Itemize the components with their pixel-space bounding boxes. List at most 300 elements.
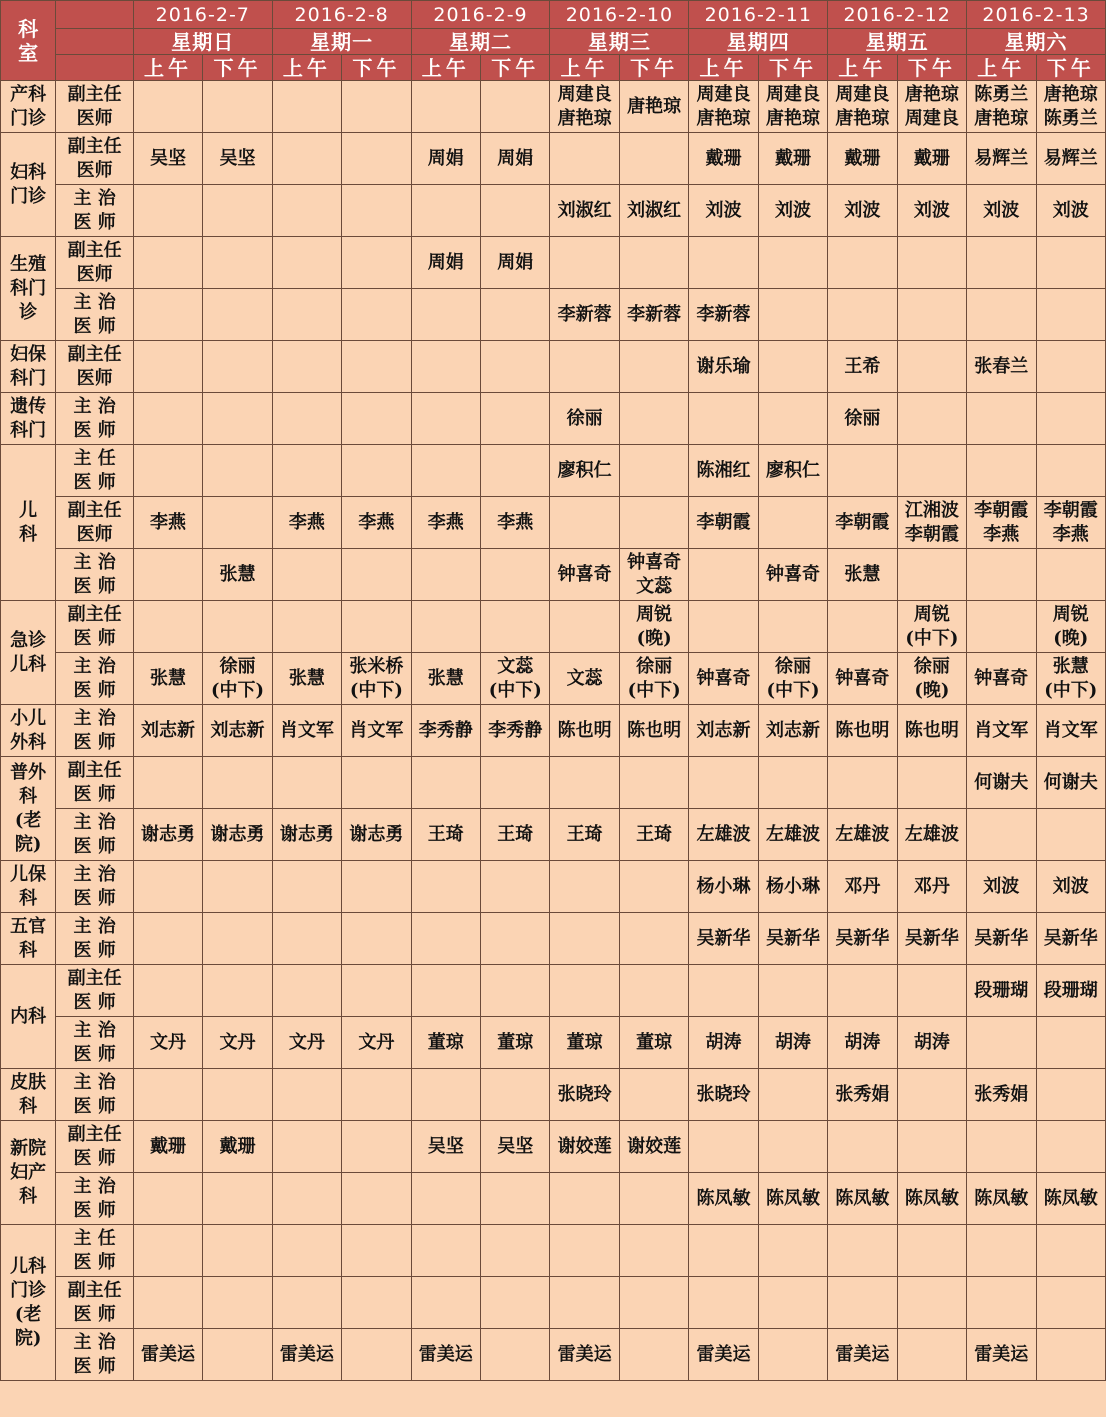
doctor-cell: 徐丽 (中下) <box>203 653 272 705</box>
doctor-cell <box>272 393 341 445</box>
table-row <box>1 237 1106 289</box>
doctor-cell <box>967 445 1036 497</box>
doctor-cell <box>758 1225 827 1277</box>
doctor-cell: 李新蓉 <box>550 289 619 341</box>
doctor-cell <box>828 1121 897 1173</box>
doctor-cell: 周娟 <box>481 133 550 185</box>
doctor-cell: 张春兰 <box>967 341 1036 393</box>
doctor-cell <box>758 757 827 809</box>
doctor-cell: 周锐 (晚) <box>1036 601 1105 653</box>
doctor-cell <box>550 1277 619 1329</box>
date-header: 2016-2-12 <box>828 1 967 29</box>
doctor-cell: 唐艳琼 <box>619 81 688 133</box>
doctor-cell <box>1036 237 1105 289</box>
doctor-cell: 左雄波 <box>828 809 897 861</box>
doctor-cell: 雷美运 <box>967 1329 1036 1381</box>
doctor-cell <box>272 1069 341 1121</box>
doctor-cell <box>1036 1069 1105 1121</box>
doctor-cell <box>1036 1017 1105 1069</box>
doctor-cell <box>619 237 688 289</box>
doctor-cell: 李朝霞 <box>828 497 897 549</box>
doctor-cell <box>411 549 480 601</box>
doctor-cell: 雷美运 <box>272 1329 341 1381</box>
table-row <box>1 445 1106 497</box>
doctor-cell: 刘淑红 <box>619 185 688 237</box>
doctor-cell: 王琦 <box>411 809 480 861</box>
doctor-cell <box>758 393 827 445</box>
doctor-cell: 陈凤敏 <box>1036 1173 1105 1225</box>
rank-header-blank <box>56 1 133 29</box>
schedule-header <box>1 1 1106 81</box>
doctor-cell <box>411 289 480 341</box>
doctor-cell: 徐丽 <box>550 393 619 445</box>
doctor-cell <box>897 1277 966 1329</box>
rank-cell: 主 治 医 师 <box>56 861 133 913</box>
doctor-cell: 陈凤敏 <box>897 1173 966 1225</box>
doctor-cell <box>272 81 341 133</box>
doctor-cell <box>481 185 550 237</box>
doctor-cell <box>828 965 897 1017</box>
doctor-cell: 刘波 <box>689 185 758 237</box>
doctor-cell: 吴坚 <box>203 133 272 185</box>
doctor-cell: 王琦 <box>619 809 688 861</box>
doctor-cell <box>411 861 480 913</box>
doctor-cell <box>133 1069 202 1121</box>
doctor-cell <box>133 1173 202 1225</box>
morning-header: 上午 <box>550 55 619 81</box>
doctor-cell: 周建良 唐艳琼 <box>758 81 827 133</box>
doctor-cell <box>342 861 411 913</box>
doctor-cell: 王希 <box>828 341 897 393</box>
rank-cell: 副主任 医师 <box>56 497 133 549</box>
doctor-cell <box>203 341 272 393</box>
doctor-cell <box>342 393 411 445</box>
doctor-cell: 邓丹 <box>828 861 897 913</box>
doctor-cell <box>967 601 1036 653</box>
rank-cell: 主 治 医 师 <box>56 185 133 237</box>
weekday-header: 星期六 <box>967 29 1106 55</box>
table-row <box>1 497 1106 549</box>
doctor-cell <box>481 1173 550 1225</box>
doctor-cell: 周娟 <box>481 237 550 289</box>
table-row <box>1 601 1106 653</box>
doctor-cell <box>133 445 202 497</box>
date-header: 2016-2-10 <box>550 1 689 29</box>
doctor-cell <box>689 1121 758 1173</box>
doctor-cell <box>272 133 341 185</box>
doctor-cell: 徐丽 <box>828 393 897 445</box>
doctor-cell <box>619 861 688 913</box>
doctor-cell <box>342 237 411 289</box>
rank-cell: 主 治 医 师 <box>56 289 133 341</box>
department-cell: 生殖 科门 诊 <box>1 237 56 341</box>
department-cell: 儿保 科 <box>1 861 56 913</box>
doctor-cell: 文丹 <box>203 1017 272 1069</box>
doctor-cell <box>481 289 550 341</box>
rank-cell: 副主任 医 师 <box>56 757 133 809</box>
department-cell: 产科 门诊 <box>1 81 56 133</box>
doctor-cell <box>897 341 966 393</box>
doctor-cell <box>481 965 550 1017</box>
table-row <box>1 1329 1106 1381</box>
doctor-cell: 张慧 <box>411 653 480 705</box>
doctor-cell <box>481 393 550 445</box>
doctor-cell: 文丹 <box>272 1017 341 1069</box>
doctor-cell: 陈凤敏 <box>689 1173 758 1225</box>
doctor-cell <box>619 1329 688 1381</box>
doctor-cell <box>411 601 480 653</box>
doctor-cell <box>967 549 1036 601</box>
doctor-cell <box>133 81 202 133</box>
doctor-cell: 钟喜奇 <box>967 653 1036 705</box>
doctor-cell: 钟喜奇 <box>689 653 758 705</box>
doctor-cell: 李燕 <box>272 497 341 549</box>
doctor-cell <box>272 237 341 289</box>
doctor-cell: 刘波 <box>1036 185 1105 237</box>
doctor-cell <box>1036 549 1105 601</box>
doctor-cell <box>342 1173 411 1225</box>
doctor-cell <box>689 601 758 653</box>
date-header: 2016-2-11 <box>689 1 828 29</box>
doctor-cell <box>411 1173 480 1225</box>
doctor-cell <box>481 861 550 913</box>
dept-column-header: 科 室 <box>1 1 56 81</box>
doctor-cell <box>481 1069 550 1121</box>
doctor-cell: 陈也明 <box>828 705 897 757</box>
doctor-cell <box>342 757 411 809</box>
doctor-cell <box>342 445 411 497</box>
doctor-cell: 周建良 唐艳琼 <box>828 81 897 133</box>
doctor-cell <box>550 1225 619 1277</box>
doctor-cell <box>1036 1329 1105 1381</box>
doctor-cell: 何谢夫 <box>967 757 1036 809</box>
doctor-cell: 何谢夫 <box>1036 757 1105 809</box>
date-header: 2016-2-8 <box>272 1 411 29</box>
doctor-cell <box>272 601 341 653</box>
doctor-cell: 陈凤敏 <box>758 1173 827 1225</box>
doctor-cell: 刘淑红 <box>550 185 619 237</box>
doctor-cell <box>342 1225 411 1277</box>
doctor-cell: 张慧 <box>133 653 202 705</box>
doctor-cell <box>689 965 758 1017</box>
doctor-cell: 吴新华 <box>967 913 1036 965</box>
doctor-cell <box>550 861 619 913</box>
doctor-cell: 周娟 <box>411 133 480 185</box>
doctor-cell <box>897 445 966 497</box>
doctor-cell <box>133 237 202 289</box>
doctor-cell: 刘波 <box>758 185 827 237</box>
doctor-cell: 刘波 <box>828 185 897 237</box>
doctor-cell: 戴珊 <box>203 1121 272 1173</box>
doctor-cell <box>272 965 341 1017</box>
doctor-cell <box>133 1225 202 1277</box>
doctor-cell <box>411 81 480 133</box>
doctor-cell <box>133 757 202 809</box>
doctor-cell: 雷美运 <box>133 1329 202 1381</box>
doctor-cell: 刘波 <box>967 861 1036 913</box>
morning-header: 上午 <box>828 55 897 81</box>
doctor-cell <box>133 1277 202 1329</box>
rank-cell: 副主任 医师 <box>56 341 133 393</box>
department-cell: 小儿 外科 <box>1 705 56 757</box>
doctor-cell: 唐艳琼 周建良 <box>897 81 966 133</box>
afternoon-header: 下午 <box>1036 55 1105 81</box>
doctor-cell <box>967 237 1036 289</box>
doctor-cell: 张慧 <box>828 549 897 601</box>
rank-cell: 副主任 医师 <box>56 133 133 185</box>
doctor-cell: 吴新华 <box>689 913 758 965</box>
doctor-cell: 刘志新 <box>689 705 758 757</box>
doctor-cell <box>272 341 341 393</box>
doctor-cell <box>203 289 272 341</box>
doctor-cell <box>481 445 550 497</box>
doctor-cell <box>1036 445 1105 497</box>
table-row <box>1 341 1106 393</box>
morning-header: 上午 <box>689 55 758 81</box>
doctor-cell: 雷美运 <box>411 1329 480 1381</box>
doctor-cell <box>272 549 341 601</box>
doctor-cell <box>133 601 202 653</box>
doctor-cell <box>897 1121 966 1173</box>
rank-cell: 主 治 医 师 <box>56 1173 133 1225</box>
doctor-cell <box>342 185 411 237</box>
doctor-cell: 李朝霞 李燕 <box>967 497 1036 549</box>
doctor-cell <box>619 1277 688 1329</box>
doctor-cell <box>550 133 619 185</box>
doctor-cell <box>897 549 966 601</box>
doctor-cell <box>897 757 966 809</box>
doctor-cell <box>828 1277 897 1329</box>
doctor-cell: 吴坚 <box>481 1121 550 1173</box>
date-header: 2016-2-13 <box>967 1 1106 29</box>
doctor-cell <box>411 1069 480 1121</box>
doctor-cell: 董琼 <box>550 1017 619 1069</box>
doctor-cell <box>203 1277 272 1329</box>
table-row <box>1 653 1106 705</box>
department-cell: 普外 科 (老 院) <box>1 757 56 861</box>
doctor-cell <box>342 965 411 1017</box>
doctor-cell <box>1036 1277 1105 1329</box>
doctor-cell <box>481 1225 550 1277</box>
rank-cell: 主 治 医 师 <box>56 913 133 965</box>
doctor-cell: 徐丽 (晚) <box>897 653 966 705</box>
rank-cell: 主 任 医 师 <box>56 1225 133 1277</box>
doctor-cell: 张慧 <box>272 653 341 705</box>
doctor-cell: 段珊瑚 <box>967 965 1036 1017</box>
doctor-cell <box>619 757 688 809</box>
doctor-cell: 周娟 <box>411 237 480 289</box>
doctor-cell <box>342 1277 411 1329</box>
doctor-cell <box>411 185 480 237</box>
morning-header: 上午 <box>272 55 341 81</box>
doctor-cell: 雷美运 <box>828 1329 897 1381</box>
doctor-cell <box>481 341 550 393</box>
morning-header: 上午 <box>411 55 480 81</box>
doctor-cell <box>689 757 758 809</box>
afternoon-header: 下午 <box>342 55 411 81</box>
doctor-cell <box>203 445 272 497</box>
doctor-cell: 张秀娟 <box>828 1069 897 1121</box>
doctor-cell <box>203 497 272 549</box>
doctor-cell <box>342 913 411 965</box>
doctor-cell: 董琼 <box>619 1017 688 1069</box>
doctor-cell: 李朝霞 <box>689 497 758 549</box>
doctor-cell <box>133 289 202 341</box>
table-row <box>1 1069 1106 1121</box>
doctor-cell <box>897 237 966 289</box>
table-row <box>1 289 1106 341</box>
morning-header: 上午 <box>967 55 1036 81</box>
doctor-cell <box>550 237 619 289</box>
doctor-cell: 周建良 唐艳琼 <box>689 81 758 133</box>
doctor-cell: 徐丽 (中下) <box>758 653 827 705</box>
doctor-cell: 肖文军 <box>1036 705 1105 757</box>
rank-cell: 主 治 医 师 <box>56 653 133 705</box>
table-row <box>1 549 1106 601</box>
doctor-cell: 廖积仁 <box>758 445 827 497</box>
department-cell: 遗传 科门 <box>1 393 56 445</box>
doctor-cell <box>828 237 897 289</box>
doctor-cell: 谢乐瑜 <box>689 341 758 393</box>
doctor-cell <box>411 445 480 497</box>
doctor-cell <box>272 757 341 809</box>
weekday-header: 星期五 <box>828 29 967 55</box>
afternoon-header: 下午 <box>481 55 550 81</box>
afternoon-header: 下午 <box>619 55 688 81</box>
doctor-cell <box>758 237 827 289</box>
doctor-cell: 李新蓉 <box>689 289 758 341</box>
table-row <box>1 705 1106 757</box>
doctor-cell: 李秀静 <box>411 705 480 757</box>
doctor-cell <box>272 185 341 237</box>
afternoon-header: 下午 <box>203 55 272 81</box>
doctor-cell: 李秀静 <box>481 705 550 757</box>
doctor-cell <box>411 1277 480 1329</box>
table-row <box>1 1277 1106 1329</box>
doctor-cell: 刘志新 <box>758 705 827 757</box>
date-header: 2016-2-9 <box>411 1 550 29</box>
doctor-cell <box>967 393 1036 445</box>
doctor-cell: 李新蓉 <box>619 289 688 341</box>
doctor-cell <box>411 913 480 965</box>
doctor-cell <box>619 445 688 497</box>
doctor-cell <box>272 1225 341 1277</box>
doctor-cell <box>897 1329 966 1381</box>
doctor-cell: 肖文军 <box>967 705 1036 757</box>
doctor-cell <box>133 393 202 445</box>
doctor-cell: 吴坚 <box>411 1121 480 1173</box>
doctor-cell <box>550 913 619 965</box>
doctor-cell <box>133 341 202 393</box>
doctor-cell: 陈凤敏 <box>828 1173 897 1225</box>
doctor-cell <box>967 1225 1036 1277</box>
department-cell: 皮肤 科 <box>1 1069 56 1121</box>
date-header: 2016-2-7 <box>133 1 272 29</box>
doctor-cell: 陈勇兰 唐艳琼 <box>967 81 1036 133</box>
doctor-cell: 戴珊 <box>828 133 897 185</box>
rank-cell: 主 治 医 师 <box>56 549 133 601</box>
doctor-cell <box>758 1329 827 1381</box>
doctor-cell <box>203 757 272 809</box>
doctor-cell: 戴珊 <box>758 133 827 185</box>
doctor-cell: 李燕 <box>481 497 550 549</box>
doctor-cell: 胡涛 <box>689 1017 758 1069</box>
doctor-cell: 刘波 <box>897 185 966 237</box>
doctor-cell <box>758 1277 827 1329</box>
doctor-cell <box>203 601 272 653</box>
doctor-cell: 张米桥 (中下) <box>342 653 411 705</box>
doctor-cell <box>619 965 688 1017</box>
doctor-cell: 易辉兰 <box>967 133 1036 185</box>
table-row <box>1 965 1106 1017</box>
doctor-cell <box>619 133 688 185</box>
doctor-cell <box>550 757 619 809</box>
rank-cell: 副主任 医师 <box>56 81 133 133</box>
doctor-cell: 吴新华 <box>897 913 966 965</box>
doctor-cell <box>411 341 480 393</box>
doctor-cell: 钟喜奇 文蕊 <box>619 549 688 601</box>
doctor-cell: 张晓玲 <box>689 1069 758 1121</box>
doctor-cell <box>619 1173 688 1225</box>
doctor-cell <box>550 1173 619 1225</box>
rank-cell: 副主任 医 师 <box>56 1277 133 1329</box>
doctor-cell: 钟喜奇 <box>758 549 827 601</box>
doctor-cell: 吴新华 <box>758 913 827 965</box>
doctor-cell <box>828 757 897 809</box>
doctor-cell: 刘志新 <box>133 705 202 757</box>
doctor-cell <box>828 1225 897 1277</box>
doctor-cell <box>342 549 411 601</box>
rank-header-blank <box>56 29 133 55</box>
doctor-cell <box>967 1017 1036 1069</box>
doctor-cell: 陈也明 <box>897 705 966 757</box>
doctor-cell: 张慧 (中下) <box>1036 653 1105 705</box>
table-row <box>1 185 1106 237</box>
doctor-cell <box>481 913 550 965</box>
doctor-cell <box>967 1277 1036 1329</box>
doctor-cell <box>828 601 897 653</box>
rank-cell: 主 治 医 师 <box>56 1329 133 1381</box>
doctor-cell <box>619 393 688 445</box>
doctor-cell <box>550 601 619 653</box>
doctor-cell <box>897 1069 966 1121</box>
doctor-cell <box>758 1121 827 1173</box>
doctor-cell <box>619 497 688 549</box>
doctor-cell <box>619 1069 688 1121</box>
doctor-cell <box>411 1225 480 1277</box>
afternoon-header: 下午 <box>897 55 966 81</box>
rank-cell: 主 治 医 师 <box>56 393 133 445</box>
doctor-cell: 廖积仁 <box>550 445 619 497</box>
doctor-cell: 肖文军 <box>272 705 341 757</box>
table-row <box>1 393 1106 445</box>
doctor-cell: 张秀娟 <box>967 1069 1036 1121</box>
table-row <box>1 1173 1106 1225</box>
doctor-cell <box>203 861 272 913</box>
doctor-cell <box>342 341 411 393</box>
doctor-cell <box>342 133 411 185</box>
doctor-cell: 段珊瑚 <box>1036 965 1105 1017</box>
doctor-cell: 雷美运 <box>550 1329 619 1381</box>
doctor-cell: 文蕊 (中下) <box>481 653 550 705</box>
doctor-cell <box>272 861 341 913</box>
doctor-cell <box>1036 809 1105 861</box>
doctor-cell: 谢志勇 <box>203 809 272 861</box>
weekday-header: 星期日 <box>133 29 272 55</box>
doctor-cell <box>828 289 897 341</box>
doctor-cell: 张慧 <box>203 549 272 601</box>
doctor-cell <box>203 1225 272 1277</box>
